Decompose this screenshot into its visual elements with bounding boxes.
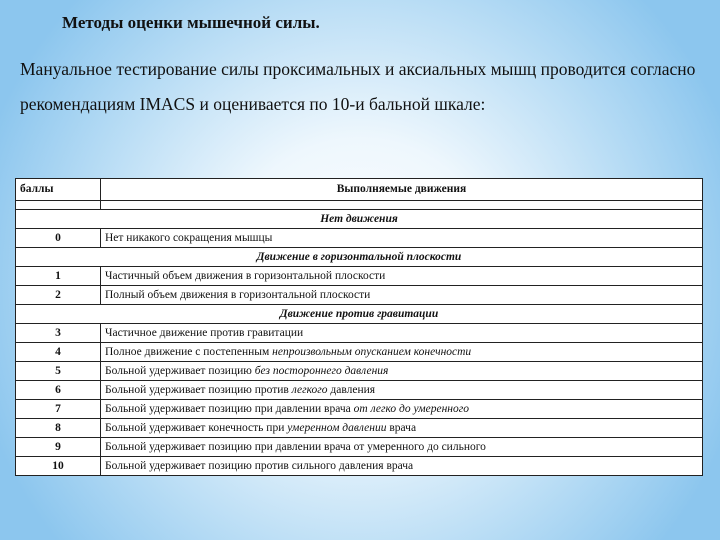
movement-cell <box>101 419 703 438</box>
page-title: Методы оценки мышечной силы. <box>62 13 320 32</box>
table-row <box>16 419 703 438</box>
table-row <box>16 438 703 457</box>
section-row <box>16 210 703 229</box>
table-row <box>16 381 703 400</box>
movement-text: Полное движение с постепенным <box>105 345 273 358</box>
score-cell: 4 <box>16 343 101 362</box>
movement-italic: легкого <box>291 383 328 396</box>
section-title: Движение против гравитации <box>16 305 703 324</box>
movement-cell <box>101 267 703 286</box>
movement-text: Больной удерживает позицию при давлении врача от умеренного до сильного <box>105 440 486 453</box>
table-row <box>16 400 703 419</box>
score-cell: 3 <box>16 324 101 343</box>
section-title: Движение в горизонтальной плоскости <box>16 248 703 267</box>
movement-text: Больной удерживает позицию <box>105 364 255 377</box>
movement-cell <box>101 457 703 476</box>
score-cell: 1 <box>16 267 101 286</box>
movement-cell <box>101 362 703 381</box>
movement-tail: врача <box>386 421 417 434</box>
movement-cell <box>101 400 703 419</box>
movement-italic: умеренном давлении <box>287 421 387 434</box>
header-score: баллы <box>16 179 101 201</box>
movement-text: Нет никакого сокращения мышцы <box>105 231 273 244</box>
table-row <box>16 362 703 381</box>
movement-tail: давления <box>327 383 376 396</box>
movement-cell <box>101 324 703 343</box>
header-movement: Выполняемые движения <box>101 179 703 201</box>
table-row <box>16 267 703 286</box>
score-cell: 7 <box>16 400 101 419</box>
movement-text: Больной удерживает позицию при давлении врача <box>105 402 354 415</box>
table-row <box>16 229 703 248</box>
muscle-strength-table <box>15 178 703 476</box>
score-cell: 9 <box>16 438 101 457</box>
movement-cell <box>101 229 703 248</box>
movement-text: Больной удерживает позицию против <box>105 383 292 396</box>
movement-text: Частичный объем движения в горизонтальной плоскости <box>105 269 386 282</box>
movement-italic: от легко до умеренного <box>353 402 469 415</box>
movement-text: Полный объем движения в горизонтальной плоскости <box>105 288 371 301</box>
table-row <box>16 286 703 305</box>
section-row <box>16 305 703 324</box>
table-row <box>16 457 703 476</box>
table-row <box>16 324 703 343</box>
score-cell: 5 <box>16 362 101 381</box>
movement-text: Частичное движение против гравитации <box>105 326 304 339</box>
movement-italic: без постороннего давления <box>254 364 389 377</box>
section-row <box>16 248 703 267</box>
score-cell: 0 <box>16 229 101 248</box>
movement-text: Больной удерживает позицию против сильного давления врача <box>105 459 414 472</box>
movement-cell <box>101 438 703 457</box>
section-title: Нет движения <box>16 210 703 229</box>
score-cell: 10 <box>16 457 101 476</box>
intro-paragraph: Мануальное тестирование силы проксимальных и аксиальных мышц проводится согласно рекомендациям IMACS и оценивается по 10-и бальной шкале: <box>20 59 696 114</box>
score-cell: 6 <box>16 381 101 400</box>
movement-italic: непроизвольным опусканием конечности <box>272 345 472 358</box>
movement-text: Больной удерживает конечность при <box>105 421 288 434</box>
movement-cell <box>101 286 703 305</box>
table-row <box>16 343 703 362</box>
movement-cell <box>101 343 703 362</box>
header-spacer-row <box>16 201 703 210</box>
score-cell: 2 <box>16 286 101 305</box>
table-header-row <box>16 179 703 201</box>
movement-cell <box>101 381 703 400</box>
score-cell: 8 <box>16 419 101 438</box>
table-body <box>16 210 703 476</box>
